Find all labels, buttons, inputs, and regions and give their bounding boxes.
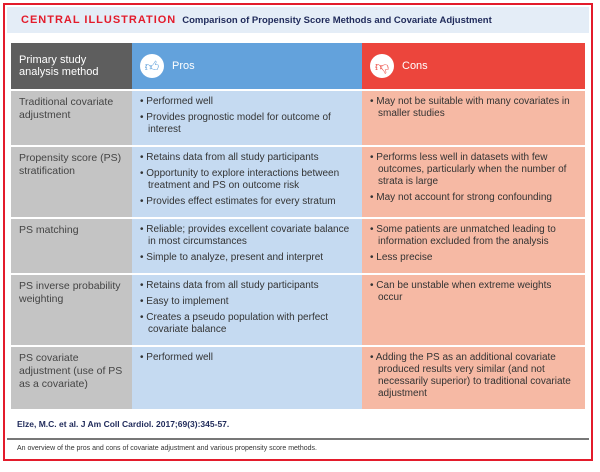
figure-frame xyxy=(3,3,593,461)
pros-item: • Opportunity to explore interactions between treatment and PS on outcome risk xyxy=(140,168,354,192)
pros-item: • Creates a pseudo population with perfect covariate balance xyxy=(140,312,354,336)
divider xyxy=(7,438,589,440)
pros-cell xyxy=(132,274,362,346)
cons-cell xyxy=(362,346,585,410)
citation: Elze, M.C. et al. J Am Coll Cardiol. 2017;69(3):345-57. xyxy=(17,419,230,429)
cons-label: Cons xyxy=(402,60,428,72)
cons-cell xyxy=(362,218,585,274)
method-cell: PS inverse probability weighting xyxy=(11,274,132,346)
figure-label: CENTRAL ILLUSTRATION xyxy=(21,14,177,26)
pros-item: • Reliable; provides excellent covariate balance in most circumstances xyxy=(140,224,354,248)
figure-title: Comparison of Propensity Score Methods and Covariate Adjustment xyxy=(182,14,492,26)
method-cell: PS covariate adjustment (use of PS as a covariate) xyxy=(11,346,132,410)
cons-cell xyxy=(362,146,585,218)
header-method: Primary study analysis method xyxy=(11,43,132,90)
method-cell: Traditional covariate adjustment xyxy=(11,90,132,146)
method-cell: Propensity score (PS) stratification xyxy=(11,146,132,218)
cons-item: • Can be unstable when extreme weights occur xyxy=(370,280,577,304)
table-row xyxy=(11,274,585,346)
pros-item: • Retains data from all study participants xyxy=(140,280,354,292)
table-row xyxy=(11,218,585,274)
thumbs-down-icon: 👎︎ xyxy=(370,54,394,78)
table-row xyxy=(11,90,585,146)
pros-label: Pros xyxy=(172,60,195,72)
title-bar xyxy=(7,7,589,33)
caption: An overview of the pros and cons of covariate adjustment and various propensity score methods. xyxy=(17,445,317,453)
method-cell: PS matching xyxy=(11,218,132,274)
cons-cell xyxy=(362,274,585,346)
header-pros xyxy=(132,43,362,90)
cons-item: • Less precise xyxy=(370,252,577,264)
pros-item: • Simple to analyze, present and interpret xyxy=(140,252,354,264)
cons-item: • Some patients are unmatched leading to information excluded from the analysis xyxy=(370,224,577,248)
cons-item: • May not account for strong confounding xyxy=(370,192,577,204)
pros-item: • Provides effect estimates for every stratum xyxy=(140,196,354,208)
pros-item: • Performed well xyxy=(140,352,354,364)
pros-cell xyxy=(132,218,362,274)
pros-cell xyxy=(132,90,362,146)
cons-item: • Performs less well in datasets with few outcomes, particularly when the number of strata is large xyxy=(370,152,577,188)
cons-cell xyxy=(362,90,585,146)
comparison-table xyxy=(11,43,585,411)
cons-item: • Adding the PS as an additional covariate produced results very similar (and not necessarily superior) to traditional covariate adjustment xyxy=(370,352,577,400)
table-row xyxy=(11,146,585,218)
pros-cell xyxy=(132,346,362,410)
pros-cell xyxy=(132,146,362,218)
pros-item: • Provides prognostic model for outcome of interest xyxy=(140,112,354,136)
header-cons xyxy=(362,43,585,90)
pros-item: • Retains data from all study participants xyxy=(140,152,354,164)
thumbs-up-icon: 👍︎ xyxy=(140,54,164,78)
pros-item: • Easy to implement xyxy=(140,296,354,308)
pros-item: • Performed well xyxy=(140,96,354,108)
cons-item: • May not be suitable with many covariates in smaller studies xyxy=(370,96,577,120)
table-row xyxy=(11,346,585,410)
